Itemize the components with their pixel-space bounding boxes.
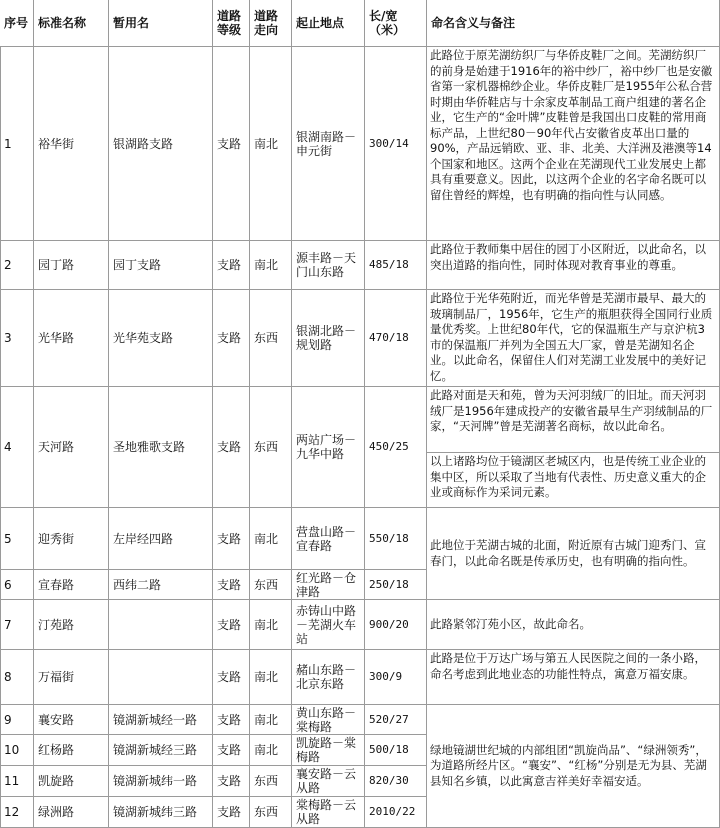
- row4-level: 支路: [213, 387, 250, 508]
- row6-len-width: 250/18: [365, 570, 427, 600]
- row11-direction: 东西: [250, 766, 292, 797]
- row11-len-width: 820/30: [365, 766, 427, 797]
- row3-level: 支路: [213, 290, 250, 387]
- row10-seq: 10: [0, 735, 34, 766]
- row4-notes-b: 以上诸路均位于镜湖区老城区内，也是传统工业企业的集中区，所以采取了当地有代表性、历史意义重大的企业或商标作为采词元素。: [427, 453, 720, 508]
- row6-from-to: 红光路－仓津路: [292, 570, 365, 600]
- row8-notes: 此路是位于万达广场与第五人民医院之间的一条小路，命名考虑到此地业态的功能性特点，寓意万福安康。: [427, 650, 720, 705]
- row4-len-width: 450/25: [365, 387, 427, 508]
- row9-seq: 9: [0, 705, 34, 735]
- row11-level: 支路: [213, 766, 250, 797]
- row1-notes: 此路位于原芜湖纺织厂与华侨皮鞋厂之间。芜湖纺织厂的前身是始建于1916年的裕中纱厂，裕中纱厂也是安徽省第一家机器棉纱企业。华侨皮鞋厂是1955年公私合营时期由华侨鞋店与十余家皮革制品工商户组建的著名企业，它生产的“金叶牌”皮鞋曾是我国出口皮鞋的常用商标产品，上世纪80－90年代占安徽省皮革出口量的90%，产品远销欧、亚、非、北美、大洋洲及港澳等14个国家和地区。这两个企业在芜湖现代工业发展史上都具有重要意义。因此，以这两个企业的名字命名既可以留住曾经的辉煌，也有明确的指向性与认同感。: [427, 47, 720, 241]
- row9-from-to: 黄山东路－棠梅路: [292, 705, 365, 735]
- row3-len-width: 470/18: [365, 290, 427, 387]
- row1-temp-name: 银湖路支路: [109, 47, 213, 241]
- row3-from-to: 银湖北路－规划路: [292, 290, 365, 387]
- row12-len-width: 2010/22: [365, 797, 427, 828]
- row10-std-name: 红杨路: [34, 735, 109, 766]
- row5-len-width: 550/18: [365, 508, 427, 570]
- row7-seq: 7: [0, 600, 34, 650]
- row12-temp-name: 镜湖新城纬三路: [109, 797, 213, 828]
- row7-level: 支路: [213, 600, 250, 650]
- row6-direction: 东西: [250, 570, 292, 600]
- row7-direction: 南北: [250, 600, 292, 650]
- row5-temp-name: 左岸经四路: [109, 508, 213, 570]
- row6-seq: 6: [0, 570, 34, 600]
- row8-std-name: 万福街: [34, 650, 109, 705]
- row1-level: 支路: [213, 47, 250, 241]
- row5-seq: 5: [0, 508, 34, 570]
- row8-len-width: 300/9: [365, 650, 427, 705]
- header-notes: 命名含义与备注: [427, 0, 720, 47]
- row10-temp-name: 镜湖新城经三路: [109, 735, 213, 766]
- row2-from-to: 源丰路－天门山东路: [292, 241, 365, 290]
- row4-notes-a: 此路对面是天和苑，曾为天河羽绒厂的旧址。而天河羽绒厂是1956年建成投产的安徽省最早生产羽绒制品的厂家，“天河牌”曾是芜湖著名商标，故以此命名。: [427, 387, 720, 453]
- row9-level: 支路: [213, 705, 250, 735]
- row7-len-width: 900/20: [365, 600, 427, 650]
- row1-std-name: 裕华街: [34, 47, 109, 241]
- row2-direction: 南北: [250, 241, 292, 290]
- row8-temp-name: [109, 650, 213, 705]
- row2-notes: 此路位于教师集中居住的园丁小区附近，以此命名，以突出道路的指向性，同时体现对教育事业的尊重。: [427, 241, 720, 290]
- row12-direction: 东西: [250, 797, 292, 828]
- header-from-to: 起止地点: [292, 0, 365, 47]
- row2-seq: 2: [0, 241, 34, 290]
- row5-6-notes: 此地位于芜湖古城的北面，附近原有古城门迎秀门、宣春门，以此命名既是传承历史，也有明确的指向性。: [427, 508, 720, 600]
- row11-temp-name: 镜湖新城纬一路: [109, 766, 213, 797]
- row5-direction: 南北: [250, 508, 292, 570]
- row9-12-notes: 绿地镜湖世纪城的内部组团“凯旋尚品”、“绿洲领秀”，为道路所经片区。“襄安”、“红杨”分别是无为县、芜湖县知名乡镇，以此寓意吉祥美好幸福安适。: [427, 705, 720, 828]
- row11-seq: 11: [0, 766, 34, 797]
- row9-direction: 南北: [250, 705, 292, 735]
- row1-from-to: 银湖南路－申元街: [292, 47, 365, 241]
- row12-level: 支路: [213, 797, 250, 828]
- row7-from-to: 赤铸山中路－芜湖火车站: [292, 600, 365, 650]
- row7-std-name: 汀苑路: [34, 600, 109, 650]
- row10-level: 支路: [213, 735, 250, 766]
- row8-level: 支路: [213, 650, 250, 705]
- row7-notes: 此路紧邻汀苑小区，故此命名。: [427, 600, 720, 650]
- row5-std-name: 迎秀街: [34, 508, 109, 570]
- row11-std-name: 凯旋路: [34, 766, 109, 797]
- row3-notes: 此路位于光华苑附近，而光华曾是芜湖市最早、最大的玻璃制品厂，1956年，它生产的瓶胆获得全国同行业质量优秀奖。上世纪80年代，它的保温瓶生产与京沪杭3市的保温瓶厂并列为全国五大厂家，曾是芜湖知名企业。以此命名，保留住人们对芜湖工业发展中的美好记忆。: [427, 290, 720, 387]
- row5-from-to: 营盘山路－宣春路: [292, 508, 365, 570]
- row2-std-name: 园丁路: [34, 241, 109, 290]
- row4-from-to: 两站广场－九华中路: [292, 387, 365, 508]
- row10-direction: 南北: [250, 735, 292, 766]
- header-len-width: 长/宽（米）: [365, 0, 427, 47]
- row10-from-to: 凯旋路－棠梅路: [292, 735, 365, 766]
- header-std-name: 标准名称: [34, 0, 109, 47]
- header-temp-name: 暂用名: [109, 0, 213, 47]
- row5-level: 支路: [213, 508, 250, 570]
- row9-len-width: 520/27: [365, 705, 427, 735]
- row2-len-width: 485/18: [365, 241, 427, 290]
- row2-temp-name: 园丁支路: [109, 241, 213, 290]
- row4-seq: 4: [0, 387, 34, 508]
- row12-std-name: 绿洲路: [34, 797, 109, 828]
- header-direction: 道路走向: [250, 0, 292, 47]
- header-level: 道路等级: [213, 0, 250, 47]
- row8-from-to: 赭山东路－北京东路: [292, 650, 365, 705]
- row4-std-name: 天河路: [34, 387, 109, 508]
- row10-len-width: 500/18: [365, 735, 427, 766]
- row4-direction: 东西: [250, 387, 292, 508]
- row4-temp-name: 圣地雅歌支路: [109, 387, 213, 508]
- row11-from-to: 襄安路－云从路: [292, 766, 365, 797]
- row3-direction: 东西: [250, 290, 292, 387]
- row12-seq: 12: [0, 797, 34, 828]
- row6-std-name: 宣春路: [34, 570, 109, 600]
- row7-temp-name: [109, 600, 213, 650]
- row6-temp-name: 西纬二路: [109, 570, 213, 600]
- row1-len-width: 300/14: [365, 47, 427, 241]
- row8-seq: 8: [0, 650, 34, 705]
- row3-temp-name: 光华苑支路: [109, 290, 213, 387]
- row8-direction: 南北: [250, 650, 292, 705]
- row6-level: 支路: [213, 570, 250, 600]
- row9-std-name: 襄安路: [34, 705, 109, 735]
- row2-level: 支路: [213, 241, 250, 290]
- row1-direction: 南北: [250, 47, 292, 241]
- row3-seq: 3: [0, 290, 34, 387]
- row3-std-name: 光华路: [34, 290, 109, 387]
- row12-from-to: 棠梅路－云从路: [292, 797, 365, 828]
- header-seq: 序号: [0, 0, 34, 47]
- row9-temp-name: 镜湖新城经一路: [109, 705, 213, 735]
- row1-seq: 1: [0, 47, 34, 241]
